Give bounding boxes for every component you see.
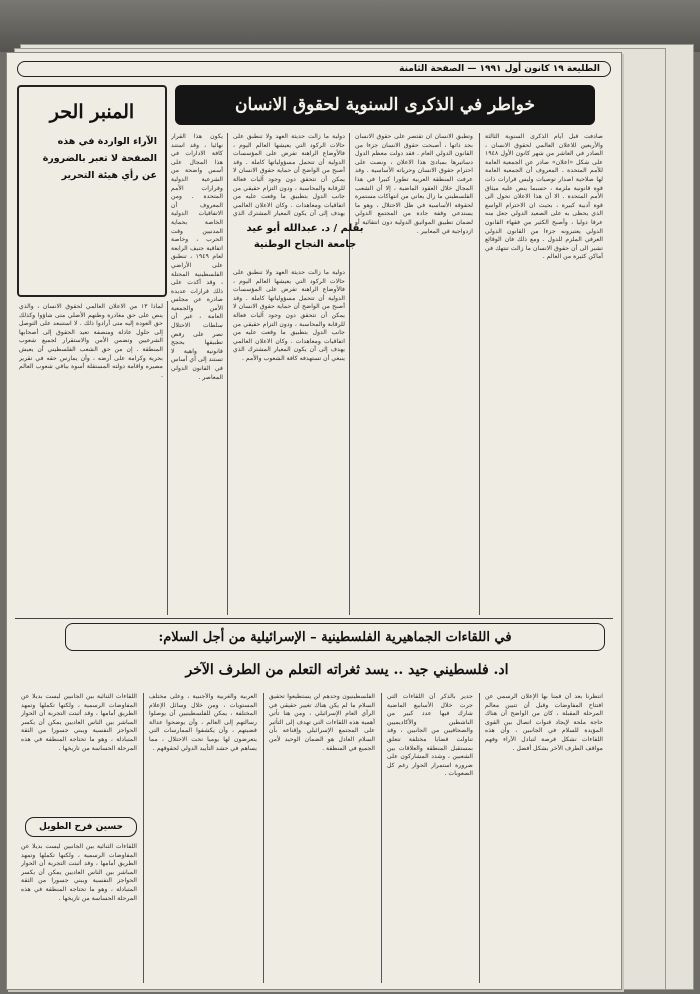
second-article-column-5-continued: اللقاءات الثنائية بين الجانبين ليست بديلا عن المفاوضات الرسمية ، ولكنها تكملها وتمهد الطريق أمامها ، وقد أثبتت التجربة أن الحوار المباشر بين الناس العاديين يمكن أن يكسر الحواجز النفسية ويبني جسورا من الثقة المتبادلة ، وهو ما تحتاجه المنطقة في هذه المرحلة الحساسة من تاريخها . xyxy=(21,843,137,902)
header-date-page: الطليعة ١٩ كانون أول ١٩٩١ — الصفحة الثامنة xyxy=(399,64,600,74)
column-divider xyxy=(349,133,350,615)
second-article-kicker: في اللقاءات الجماهيرية الفلسطينية – الإسرائيلية من أجل السلام: xyxy=(65,623,605,651)
article-byline xyxy=(235,221,375,265)
article-column-4: يكون هذا القرار نهائيا ، وقد استند كافة الادارات في هذا المجال على أسس واضحة من الشرعية الدولية وقرارات الأمم المتحدة . ومن المعروف أن الاتفاقيات الدولية الخاصة بحماية المدنيين وقت الحرب ، وخاصة اتفاقية جنيف الرابعة لعام ١٩٤٩ ، تنطبق على الأراضي الفلسطينية المحتلة ، وقد أكدت على ذلك قرارات عديدة صادرة عن مجلس الأمن والجمعية العامة ، غير أن سلطات الاحتلال تصر على رفض تطبيقها بحجج قانونية واهية لا تستند إلى أي أساس في القانون الدولي المعاصر . xyxy=(171,133,223,381)
second-article-headline: اد. فلسطيني جيد .. يسد ثغراته التعلم من الطرف الآخر xyxy=(185,662,509,678)
article-column-2: وتطبق الانسان ان تقتصر على حقوق الانسان بحد ذاتها ، أصبحت حقوق الانسان جزءا من القانون الدولي العام . فقد دولت معظم الدول دساتيرها بمبادئ هذا الاعلان ، ونصت على احترام حقوق الانسان وحرياته الأساسية . وقد عرفت المنطقة العربية تطورا كبيرا في هذا المجال خلال العقود الماضية ، إلا أن الشعب الفلسطيني ما زال يعاني من انتهاكات مستمرة لحقوقه الأساسية في ظل الاحتلال ، وهو ما يستدعي وقفة جادة من المجتمع الدولي لضمان تطبيق المواثيق الدولية دون انتقائية أو ازدواجية في المعايير . xyxy=(355,133,473,235)
second-article-column-2: جدير بالذكر أن اللقاءات التي جرت خلال الأسابيع الماضية شارك فيها عدد كبير من الناشطين والأكاديميين والصحافيين من الجانبين ، وقد تناولت قضايا مختلفة تتعلق بمستقبل المنطقة والعلاقات بين الشعبين ، وشدد المشاركون على ضرورة استمرار الحوار رغم كل الصعوبات . xyxy=(387,693,473,778)
article-column-3: دولية ما زالت حديثة العهد ولا تنطبق على حالات الركود التي يعيشها العالم اليوم ، فالأوضاع الراهنة تفرض على المؤسسات الدولية أن تتحمل مسؤولياتها كاملة . وقد أصبح من الواضح أن حماية حقوق الانسان لا يمكن أن تتحقق دون وجود آليات فعالة للرقابة والمحاسبة ، ودون التزام حقيقي من جانب الدول بتطبيق ما وقعت عليه من اتفاقيات ومعاهدات . وكان الاعلان العالمي يهدف إلى أن يكون المعيار المشترك الذي ينبغي أن تستهدفه كافة الشعوب والأمم . xyxy=(233,269,345,362)
opinion-box xyxy=(17,85,167,297)
second-article-column-5: اللقاءات الثنائية بين الجانبين ليست بديلا عن المفاوضات الرسمية ، ولكنها تكملها وتمهد الطريق أمامها ، وقد أثبتت التجربة أن الحوار المباشر بين الناس العاديين يمكن أن يكسر الحواجز النفسية ويبني جسورا من الثقة المتبادلة ، وهو ما تحتاجه المنطقة في هذه المرحلة الحساسة من تاريخها . xyxy=(21,693,137,752)
column-divider xyxy=(227,133,228,615)
column-divider xyxy=(479,693,480,983)
column-divider xyxy=(167,301,168,615)
newspaper-page xyxy=(6,52,622,990)
second-article-column-1: انتظرنا بعد أن قمنا بها الإعلان الرسمي عن افتتاح المفاوضات وقبل أن تتبين معالم المرحلة المقبلة ، كان من الواضح أن هناك حاجة ملحة لإيجاد قنوات اتصال بين القوى المؤيدة للسلام في الجانبين ، وأن هذه اللقاءات تشكل فرصة لتبادل الآراء وفهم مواقف الطرف الآخر بشكل أفضل . xyxy=(485,693,603,752)
article-column-1: صادفت قبل أيام الذكرى السنوية الثالثة والأربعين للاعلان العالمي لحقوق الانسان ، الصادر في العاشر من شهر كانون الأول ١٩٤٨ على شكل «اعلان» صادر عن الجمعية العامة للأمم المتحدة . المعروف أن الجمعية العامة لها صلاحية اصدار توصيات وليس قرارات ذات قوة قانونية ملزمة ، حسبما ينص عليه ميثاق الأمم المتحدة . الا أن هذا الاعلان تحول الى قوة أدبية كبيرة ، بحيث ان الاحترام الواسع الذي يحظى به على الصعيد الدولي جعل منه عرفا دوليا ، وأصبح الكثير من فقهاء القانون الدولي يعتبرونه جزءا من القانون الدولي العرفي الملزم للدول . ومع ذلك فان الوقائع تشير الى أن حقوق الانسان ما زالت تنتهك في أماكن كثيرة من العالم . xyxy=(485,133,603,261)
column-divider xyxy=(143,693,144,983)
page-header-bar xyxy=(17,61,611,77)
section-separator xyxy=(15,618,613,619)
opinion-box-line-1: الآراء الواردة في هذه xyxy=(57,136,157,147)
byline-affiliation: جامعة النجاح الوطنية xyxy=(253,239,357,250)
byline-author: بقلم / د. عبدالله أبو عيد xyxy=(246,223,364,234)
author-signature-box: حسين فرح الطويل xyxy=(25,817,137,837)
column-divider xyxy=(381,693,382,983)
article-headline: خواطر في الذكرى السنوية لحقوق الانسان xyxy=(175,85,595,125)
opinion-box-line-3: عن رأي هيئة التحرير xyxy=(61,170,157,181)
opinion-box-title: المنبر الحر xyxy=(49,101,135,123)
opinion-column-text: لماذا ١٣ من الاعلان العالمي لحقوق الانسان ، والذي ينص على حق مغادرة وطنهم الأصلي متى شاؤوا وكذلك حق العودة إليه متى أرادوا ذلك . لا استنبعد على التوصل إلى حلول عادلة ومنصفة تعيد الحقوق إلى أصحابها الشرعيين وتضمن الأمن والاستقرار لجميع شعوب المنطقة . إن من حق الشعب الفلسطيني أن يعيش بحرية وكرامة على أرضه ، وأن يمارس حقه في تقرير مصيره واقامة دولته المستقلة أسوة بباقي شعوب العالم . xyxy=(19,303,163,379)
column-divider xyxy=(263,693,264,983)
column-divider xyxy=(479,133,480,615)
second-article-column-4: العربية والغربية والأجنبية ، وعلى مختلف المستويات ، ومن خلال وسائل الإعلام المختلفة ، يمكن للفلسطينيين أن يوصلوا رسالتهم إلى العالم ، وأن يوضحوا عدالة قضيتهم ، وأن يكشفوا الممارسات التي يتعرضون لها يوميا تحت الاحتلال ، مما يساهم في حشد التأييد الدولي لحقوقهم . xyxy=(149,693,257,752)
second-article-column-3: الفلسطينيون وحدهم لن يستطيعوا تحقيق السلام ما لم يكن هناك تغيير حقيقي في الرأي العام الإسرائيلي ، ومن هنا تأتي أهمية هذه اللقاءات التي تهدف إلى التأثير على المجتمع الإسرائيلي وإقناعه بأن السلام العادل هو الضمان الوحيد لأمن الجميع في المنطقة . xyxy=(269,693,375,752)
opinion-box-line-2: الصفحة لا تعبر بالضرورة xyxy=(42,153,157,164)
article-column-3-top: دولية ما زالت حديثة العهد ولا تنطبق على حالات الركود التي يعيشها العالم اليوم ، فالأوضاع الراهنة تفرض على المؤسسات الدولية أن تتحمل مسؤولياتها كاملة . وقد أصبح من الواضح أن حماية حقوق الانسان لا يمكن أن تتحقق دون وجود آليات فعالة للرقابة والمحاسبة ، ودون التزام حقيقي من جانب الدول بتطبيق ما وقعت عليه من اتفاقيات ومعاهدات . وكان الاعلان العالمي يهدف إلى أن يكون المعيار المشترك الذي xyxy=(233,133,345,217)
